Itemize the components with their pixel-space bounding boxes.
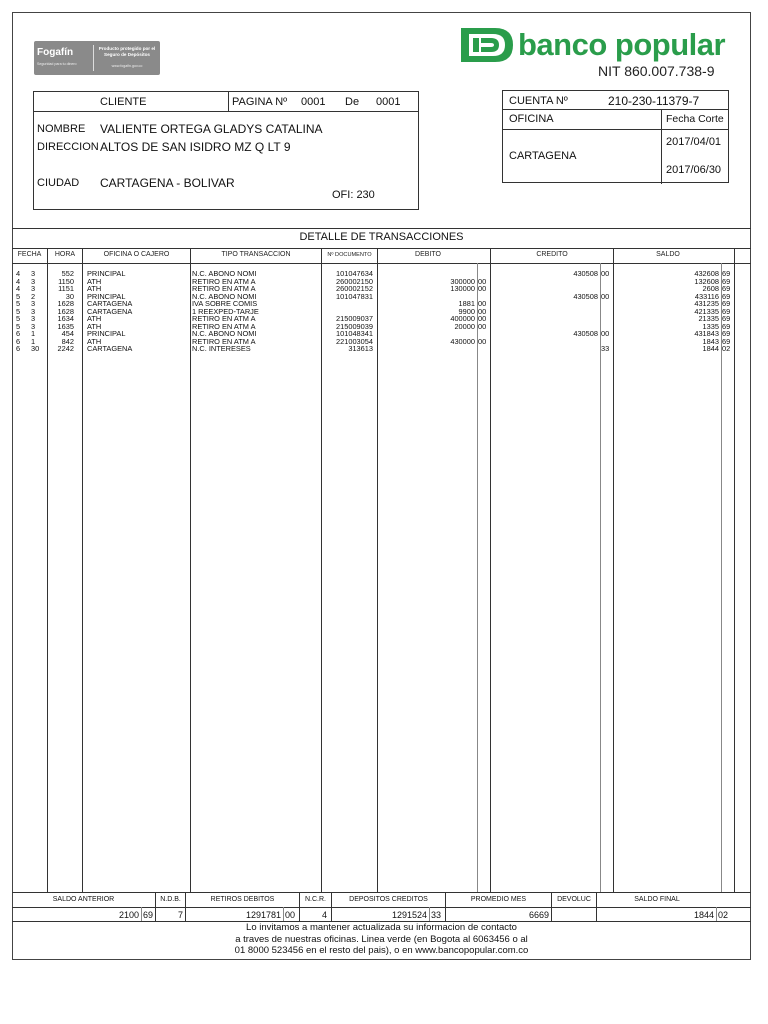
oficina-label: OFICINA <box>509 113 554 125</box>
cell-deb-c: 00 <box>478 321 487 331</box>
fecha-corte-label: Fecha Corte <box>666 113 724 125</box>
cell-cre: 430508 <box>573 269 598 278</box>
cell-tipo: RETIRO EN ATM A <box>192 336 256 346</box>
sum-retiros-cents: 00 <box>285 910 296 920</box>
cell-oficina: PRINCIPAL <box>87 291 126 301</box>
cell-hora: 30 <box>65 291 74 301</box>
fogafin-logo <box>34 41 160 75</box>
cell-d: 3 <box>31 306 36 316</box>
cell-oficina: ATH <box>87 314 102 323</box>
cell-sal: 1844 <box>702 344 719 353</box>
cell-hora: 454 <box>61 329 74 338</box>
cell-sal-c: 69 <box>722 276 731 286</box>
cell-tipo: RETIRO EN ATM A <box>192 284 256 293</box>
cell-cre-c: 00 <box>601 329 610 338</box>
de-value: 0001 <box>376 96 401 108</box>
footer-line-3: 01 8000 523456 en el resto del pais), o en www.bancopopular.com.co <box>234 945 529 956</box>
cliente-label: CLIENTE <box>100 96 147 108</box>
cell-sal: 432608 <box>694 269 719 278</box>
cell-hora: 1628 <box>57 299 74 308</box>
cell-hora: 1151 <box>58 284 74 293</box>
sum-depositos: 1291524 <box>391 910 427 920</box>
cell-d: 3 <box>31 284 36 293</box>
sum-label-promedio: PROMEDIO MES <box>470 896 527 903</box>
cell-tipo: N.C. ABONO NOMI <box>192 329 257 338</box>
cell-sal-c: 02 <box>722 344 731 353</box>
cell-sal: 1335 <box>702 321 719 331</box>
cell-d: 3 <box>31 299 36 308</box>
cell-tipo: N.C. INTERESES <box>192 344 251 353</box>
sum-label-ncr: N.C.R. <box>305 896 326 903</box>
sum-ncr: 4 <box>321 910 327 920</box>
col-oficina: OFICINA O CAJERO <box>103 251 170 258</box>
cell-sal-c: 69 <box>722 269 731 278</box>
cell-sal-c: 69 <box>722 306 731 316</box>
sum-label-saldo-anterior: SALDO ANTERIOR <box>52 896 115 903</box>
cell-hora: 552 <box>61 269 74 278</box>
ciudad-value: CARTAGENA - BOLIVAR <box>100 176 235 190</box>
cell-deb: 1881 <box>458 299 475 308</box>
cell-d: 3 <box>31 276 36 286</box>
cell-tipo: RETIRO EN ATM A <box>192 276 256 286</box>
ofi-value: OFI: 230 <box>332 189 375 201</box>
client-box <box>33 91 419 210</box>
ciudad-label: CIUDAD <box>37 177 80 189</box>
col-documento: Nº DOCUMENTO <box>327 252 372 258</box>
cell-m: 4 <box>16 276 21 286</box>
sum-saldo-anterior: 2100 <box>118 910 139 920</box>
sum-label-ndb: N.D.B. <box>160 896 181 903</box>
cell-doc: 101047634 <box>336 269 373 278</box>
cell-tipo: N.C. ABONO NOMI <box>192 269 257 278</box>
cell-hora: 2242 <box>57 344 74 353</box>
cell-tipo: 1 REEXPED-TARJE <box>192 306 259 316</box>
sum-depositos-cents: 33 <box>431 910 442 920</box>
nombre-value: VALIENTE ORTEGA GLADYS CATALINA <box>100 122 323 136</box>
footer-line-1: Lo invitamos a mantener actualizada su informacion de contacto <box>246 922 517 933</box>
cell-sal: 431235 <box>694 299 719 308</box>
cell-m: 4 <box>16 269 21 278</box>
cell-deb: 9900 <box>458 306 475 316</box>
cell-doc: 215009039 <box>336 321 373 331</box>
cell-oficina: ATH <box>87 276 102 286</box>
direccion-label: DIRECCION <box>37 141 99 153</box>
pagina-label: PAGINA Nº <box>232 96 288 108</box>
cell-doc: 101048341 <box>336 329 373 338</box>
cell-tipo: RETIRO EN ATM A <box>192 314 256 323</box>
cell-m: 6 <box>16 329 21 338</box>
sum-saldo-final-cents: 02 <box>718 910 729 920</box>
col-hora: HORA <box>54 251 76 258</box>
cell-m: 5 <box>16 314 21 323</box>
cell-sal-c: 69 <box>722 314 731 323</box>
col-saldo: SALDO <box>656 251 680 258</box>
col-debito: DEBITO <box>415 251 441 258</box>
cell-tipo: RETIRO EN ATM A <box>192 321 256 331</box>
fogafin-protected-text: Producto protegido por el Seguro de Depósitos <box>98 46 156 57</box>
cell-deb-c: 00 <box>478 276 487 286</box>
cell-deb-c: 00 <box>478 306 487 316</box>
direccion-value: ALTOS DE SAN ISIDRO MZ Q LT 9 <box>100 140 291 154</box>
cell-d: 3 <box>31 314 36 323</box>
sum-label-saldo-final: SALDO FINAL <box>634 896 680 903</box>
cell-oficina: PRINCIPAL <box>87 329 126 338</box>
cell-oficina: CARTAGENA <box>87 306 133 316</box>
cell-m: 5 <box>16 299 21 308</box>
cuenta-value: 210-230-11379-7 <box>608 94 700 108</box>
de-label: De <box>345 96 360 108</box>
sum-label-depositos: DEPOSITOS CREDITOS <box>349 896 428 903</box>
sum-label-devoluc: DEVOLUC <box>557 896 591 903</box>
fogafin-name: Fogafín <box>37 47 74 58</box>
bank-nit: NIT 860.007.738-9 <box>598 63 715 79</box>
cell-doc: 101047831 <box>336 291 373 301</box>
cell-hora: 842 <box>61 336 74 346</box>
cell-sal-c: 69 <box>722 329 731 338</box>
cell-d: 30 <box>31 344 40 353</box>
cell-deb-c: 00 <box>478 299 487 308</box>
col-tipo: TIPO TRANSACCION <box>221 251 291 258</box>
cell-m: 5 <box>16 291 21 301</box>
cell-sal: 132608 <box>694 276 719 286</box>
banco-popular-logo-icon <box>455 22 517 68</box>
pagina-value: 0001 <box>301 96 326 108</box>
cell-sal-c: 69 <box>722 336 731 346</box>
cell-cre-c: 33 <box>601 344 610 353</box>
cell-cre: 430508 <box>573 291 598 301</box>
cell-m: 5 <box>16 306 21 316</box>
cell-tipo: N.C. ABONO NOMI <box>192 291 257 301</box>
cell-oficina: PRINCIPAL <box>87 269 126 278</box>
cell-oficina: ATH <box>87 284 102 293</box>
sum-retiros: 1291781 <box>245 910 281 920</box>
cell-d: 2 <box>31 291 36 301</box>
cell-m: 4 <box>16 284 21 293</box>
cell-oficina: ATH <box>87 336 102 346</box>
cell-deb-c: 00 <box>478 314 487 323</box>
cell-m: 6 <box>16 344 21 353</box>
fogafin-url: www.fogafin.gov.co <box>111 64 143 68</box>
cell-sal-c: 69 <box>722 299 731 308</box>
nombre-label: NOMBRE <box>37 123 86 135</box>
cell-sal: 431843 <box>694 329 719 338</box>
cell-doc: 221003054 <box>336 336 373 346</box>
cell-sal-c: 69 <box>722 284 731 293</box>
col-fecha: FECHA <box>17 251 42 258</box>
fecha-fin: 2017/06/30 <box>666 164 722 176</box>
cell-hora: 1635 <box>57 321 74 331</box>
sum-ndb: 7 <box>177 910 183 920</box>
cell-sal-c: 69 <box>722 291 731 301</box>
fecha-inicio: 2017/04/01 <box>666 136 722 148</box>
sum-label-retiros: RETIROS DEBITOS <box>210 896 275 903</box>
cell-hora: 1150 <box>58 276 74 286</box>
cell-oficina: CARTAGENA <box>87 299 133 308</box>
cell-sal: 433116 <box>694 291 719 301</box>
cell-doc: 313613 <box>348 344 373 353</box>
cell-cre-c: 00 <box>601 269 610 278</box>
cell-d: 3 <box>31 321 36 331</box>
cell-deb: 20000 <box>454 321 475 331</box>
cell-m: 6 <box>16 336 21 346</box>
fogafin-tagline: Seguridad para tu dinero <box>37 62 77 66</box>
cell-cre: 430508 <box>573 329 598 338</box>
cell-tipo: IVA SOBRE COMIS <box>192 299 258 308</box>
cell-deb: 300000 <box>450 276 475 286</box>
bank-name: banco popular <box>518 27 726 62</box>
cell-doc: 260002150 <box>336 276 373 286</box>
oficina-value: CARTAGENA <box>509 150 577 162</box>
cell-deb-c: 00 <box>478 336 487 346</box>
cell-oficina: ATH <box>87 321 102 331</box>
cell-d: 3 <box>31 269 36 278</box>
sum-saldo-anterior-cents: 69 <box>143 910 154 920</box>
cuenta-label: CUENTA Nº <box>509 95 568 107</box>
cell-sal: 1843 <box>702 336 719 346</box>
cell-cre-c: 00 <box>601 291 610 301</box>
col-credito: CREDITO <box>536 251 568 258</box>
cell-sal-c: 69 <box>722 321 731 331</box>
cell-deb-c: 00 <box>478 284 487 293</box>
cell-d: 1 <box>31 336 36 346</box>
cell-deb: 400000 <box>450 314 475 323</box>
cell-deb: 430000 <box>450 336 475 346</box>
cell-d: 1 <box>31 329 36 338</box>
cell-m: 5 <box>16 321 21 331</box>
cell-hora: 1634 <box>57 314 74 323</box>
cell-doc: 215009037 <box>336 314 373 323</box>
account-box <box>502 90 729 183</box>
cell-hora: 1628 <box>57 306 74 316</box>
cell-doc: 260002152 <box>336 284 373 293</box>
footer-note <box>12 922 751 957</box>
cell-sal: 2608 <box>702 284 719 293</box>
sum-promedio: 6669 <box>528 910 549 920</box>
transactions-title: DETALLE DE TRANSACCIONES <box>299 231 464 243</box>
cell-sal: 21335 <box>698 314 719 323</box>
cell-oficina: CARTAGENA <box>87 344 133 353</box>
cell-sal: 421335 <box>694 306 719 316</box>
footer-line-2: a traves de nuestras oficinas. Linea verde (en Bogota al 6063456 o al <box>235 933 528 945</box>
sum-saldo-final: 1844 <box>693 910 714 920</box>
cell-deb: 130000 <box>450 284 475 293</box>
